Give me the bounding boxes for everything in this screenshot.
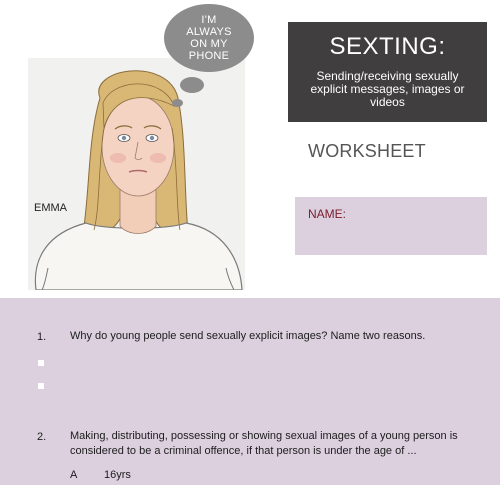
page-subtitle: Sending/receiving sexually explicit messages, images or videos	[310, 69, 465, 109]
name-field[interactable]	[295, 197, 487, 255]
name-label: NAME:	[308, 207, 347, 221]
answer-bullet[interactable]	[38, 383, 44, 389]
bubble-line: I'M	[201, 14, 217, 26]
thought-bubble-dot	[180, 77, 204, 93]
girl-illustration	[28, 58, 245, 290]
answer-option-letter: A	[70, 469, 78, 481]
thought-bubble-dot	[172, 99, 183, 107]
answer-bullet[interactable]	[38, 360, 44, 366]
answer-option-text[interactable]: 16yrs	[104, 469, 131, 481]
title-box	[288, 22, 487, 122]
bubble-line: ALWAYS	[186, 26, 232, 38]
character-name: EMMA	[34, 202, 67, 214]
bubble-line: PHONE	[188, 50, 230, 62]
question-text-line: considered to be a criminal offence, if that person is under the age of ...	[70, 445, 417, 457]
question-number: 2.	[37, 431, 47, 443]
page-title: SEXTING:	[329, 33, 446, 60]
questions-panel	[0, 298, 500, 485]
thought-bubble	[164, 4, 254, 72]
question-number: 1.	[37, 331, 47, 343]
question-text-line: Making, distributing, possessing or showing sexual images of a young person is	[70, 430, 458, 442]
worksheet-label: WORKSHEET	[308, 141, 426, 161]
bubble-line: ON MY	[190, 38, 228, 50]
illustration	[0, 0, 290, 295]
question-text: Why do young people send sexually explicit images? Name two reasons.	[70, 330, 426, 342]
